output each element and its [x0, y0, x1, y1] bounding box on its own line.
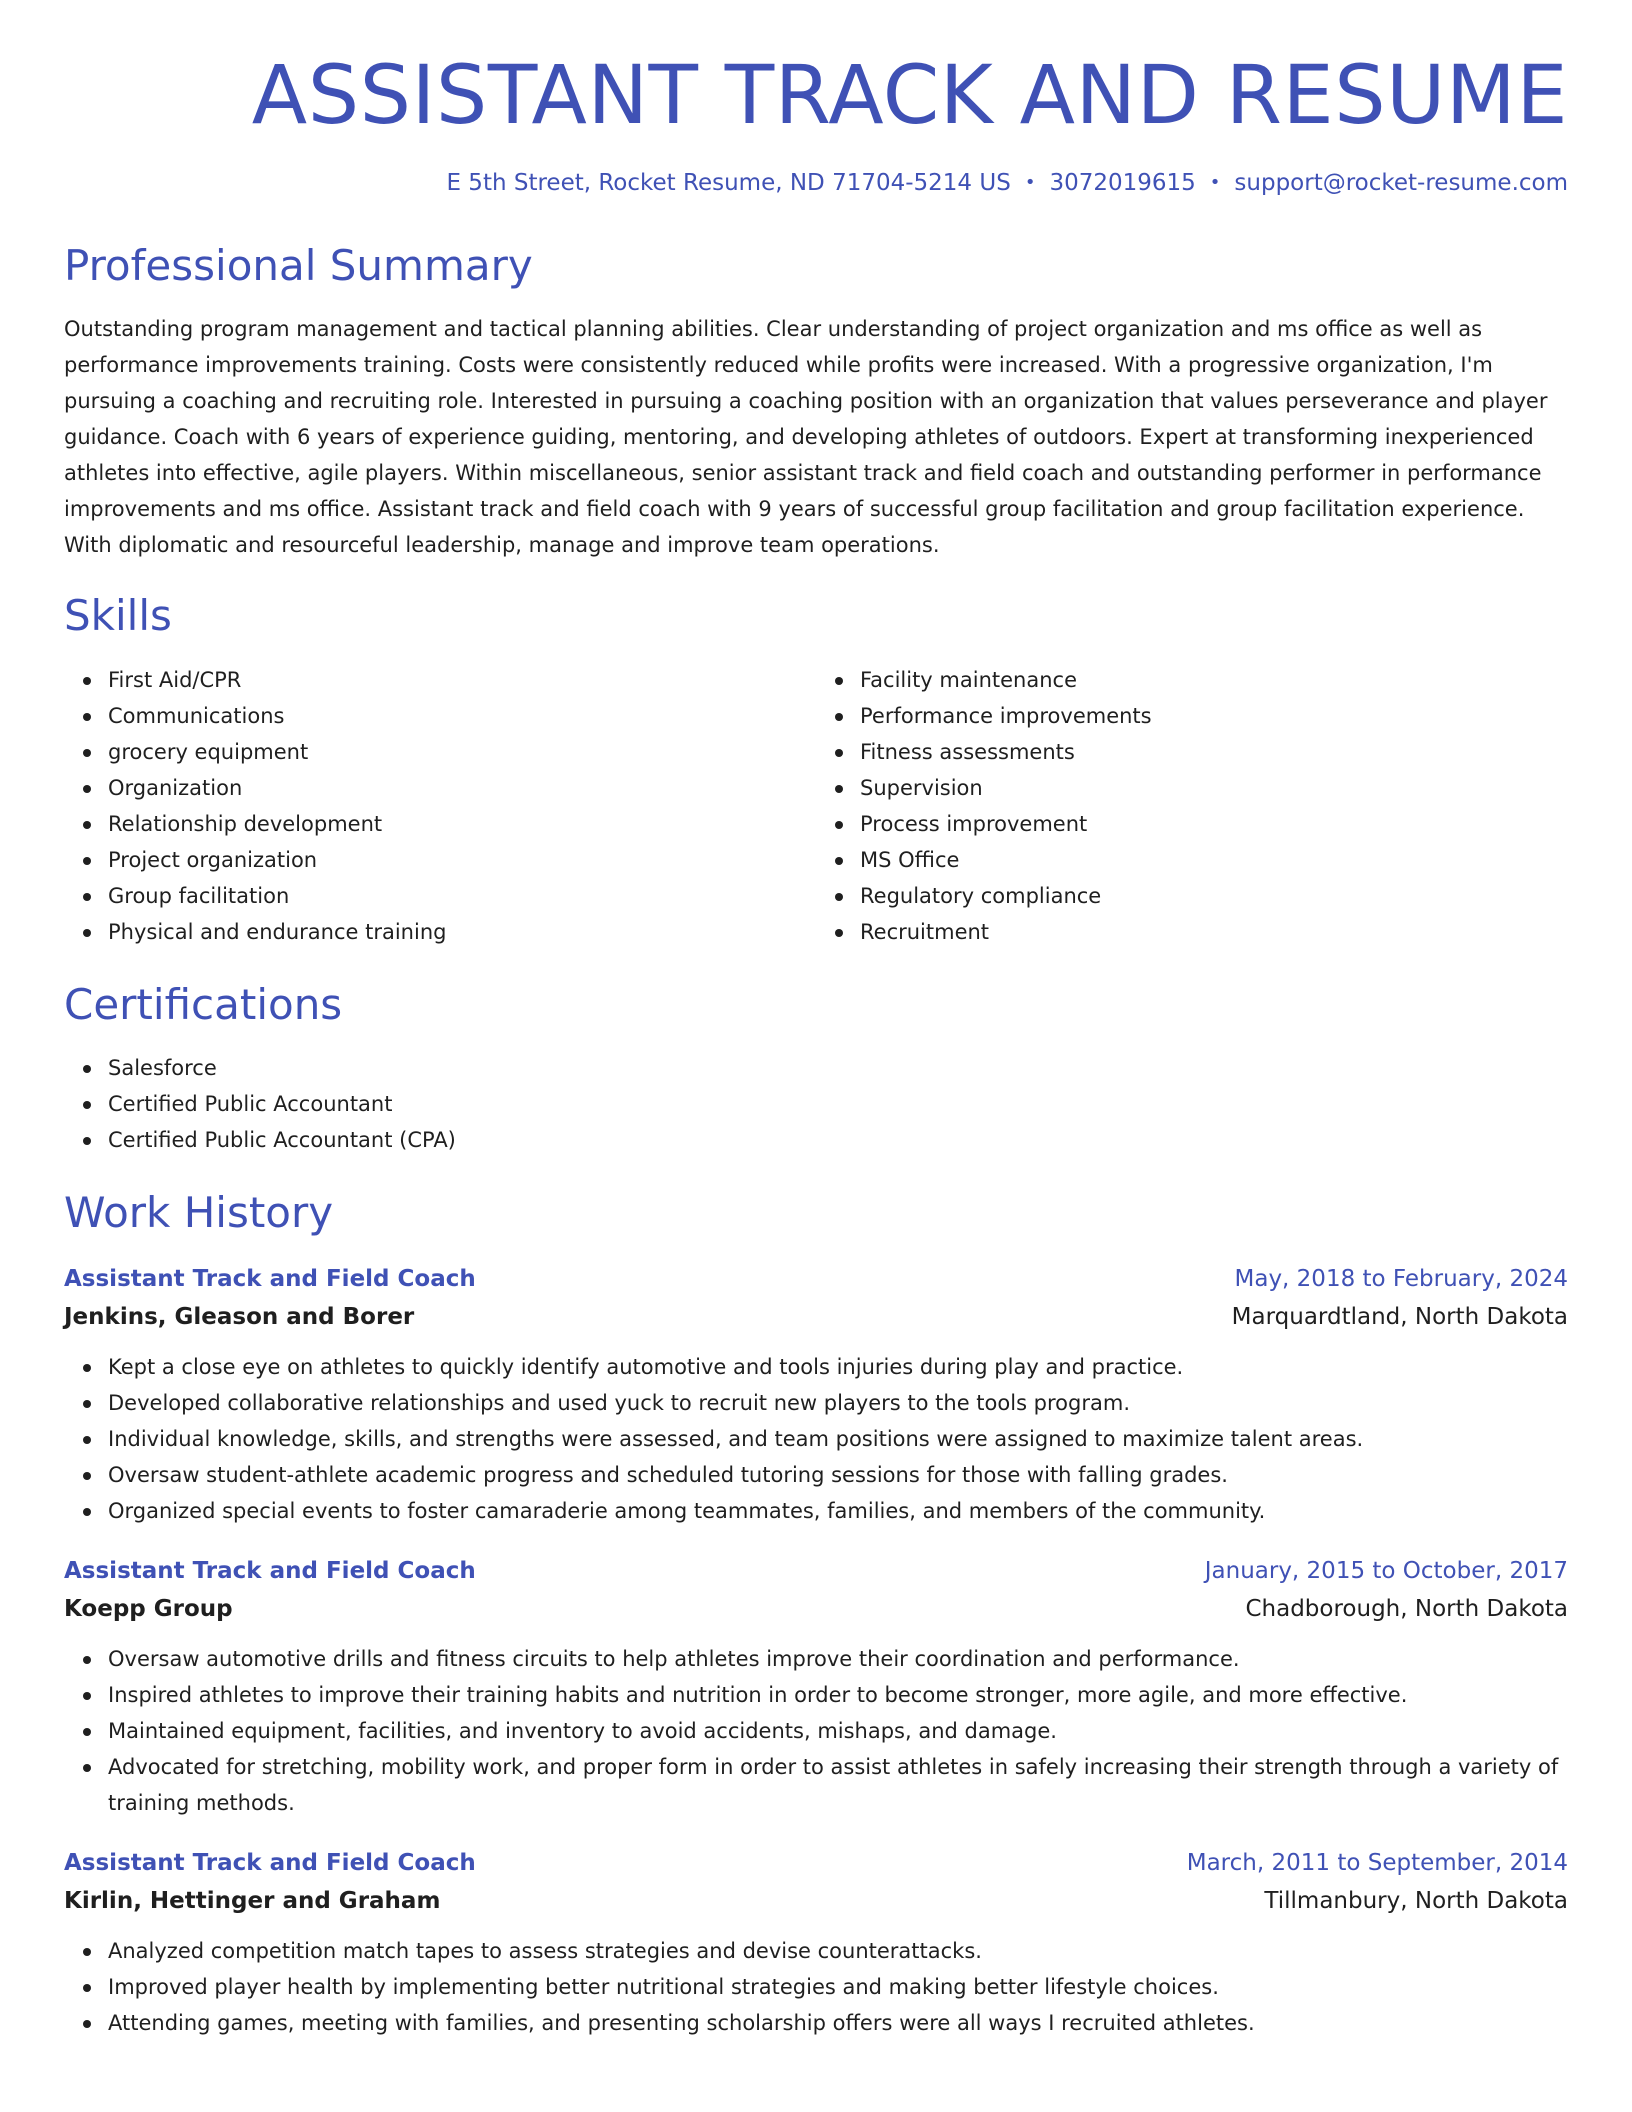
- job-bullet: Oversaw automotive drills and fitness circuits to help athletes improve their coordination and performance.: [108, 1641, 1568, 1677]
- skill-item: Supervision: [860, 770, 1568, 806]
- job-header-row: [64, 1261, 1568, 1297]
- certifications-list: [64, 1050, 1568, 1158]
- skill-item: Communications: [108, 698, 816, 734]
- contact-line: [64, 169, 1568, 199]
- skill-item: Project organization: [108, 842, 816, 878]
- job-bullet: Individual knowledge, skills, and strengths were assessed, and team positions were assigned to maximize talent areas.: [108, 1421, 1568, 1457]
- skill-item: Fitness assessments: [860, 734, 1568, 770]
- job-location: Chadborough, North Dakota: [1245, 1595, 1568, 1622]
- job-company-row: [64, 1297, 1568, 1337]
- certifications-heading: Certifications: [64, 979, 343, 1029]
- skill-item: Group facilitation: [108, 878, 816, 914]
- job-bullet: Developed collaborative relationships and used yuck to recruit new players to the tools program.: [108, 1385, 1568, 1421]
- skills-heading: Skills: [64, 591, 172, 641]
- certification-item: Certified Public Accountant (CPA): [108, 1122, 1568, 1158]
- resume-name: ASSISTANT TRACK AND RESUME: [251, 49, 1568, 143]
- job-company-row: [64, 1881, 1568, 1921]
- skill-item: First Aid/CPR: [108, 662, 816, 698]
- job-bullet: Attending games, meeting with families, and presenting scholarship offers were all ways I recruited athletes.: [108, 2005, 1568, 2041]
- summary-text: Outstanding program management and tactical planning abilities. Clear understanding of project organization and ms office as well as performance improvements training. Costs were consistently reduced while profits were increased. With a progressive organization, I'm pursuing a coaching and recruiting role. Interested in pursuing a coaching position with an organization that values perseverance and player guidance. Coach with 6 years of experience guiding, mentoring, and developing athletes of outdoors. Expert at transforming inexperienced athletes into effective, agile players. Within miscellaneous, senior assistant track and field coach and outstanding performer in performance improvements and ms office. Assistant track and field coach with 9 years of successful group facilitation and group facilitation experience. With diplomatic and resourceful leadership, manage and improve team operations.: [64, 317, 1548, 558]
- job-bullet: Improved player health by implementing better nutritional strategies and making better lifestyle choices.: [108, 1969, 1568, 2005]
- job-company-row: [64, 1589, 1568, 1629]
- job-company: Kirlin, Hettinger and Graham: [64, 1887, 441, 1914]
- job-entry: [64, 1261, 1568, 1529]
- skill-item: Facility maintenance: [860, 662, 1568, 698]
- job-location: Tillmanbury, North Dakota: [1264, 1887, 1568, 1914]
- job-title: Assistant Track and Field Coach: [64, 1849, 476, 1876]
- contact-address: E 5th Street, Rocket Resume, ND 71704-5214 US: [446, 170, 1011, 197]
- contact-phone: 3072019615: [1049, 170, 1196, 197]
- contact-separator: •: [1209, 172, 1221, 194]
- job-dates: May, 2018 to February, 2024: [1234, 1265, 1568, 1292]
- contact-email: support@rocket-resume.com: [1234, 170, 1568, 197]
- job-bullets: [64, 1641, 1568, 1821]
- skills-left-list: [64, 662, 816, 950]
- contact-separator: •: [1024, 172, 1036, 194]
- job-dates: January, 2015 to October, 2017: [1204, 1557, 1568, 1584]
- summary-heading: Professional Summary: [64, 240, 533, 290]
- job-location: Marquardtland, North Dakota: [1231, 1303, 1568, 1330]
- job-header-row: [64, 1553, 1568, 1589]
- job-entry: [64, 1845, 1568, 2041]
- job-bullet: Analyzed competition match tapes to assess strategies and devise counterattacks.: [108, 1933, 1568, 1969]
- skill-item: Physical and endurance training: [108, 914, 816, 950]
- job-entry: [64, 1553, 1568, 1821]
- job-bullets: [64, 1933, 1568, 2041]
- job-bullet: Organized special events to foster camaraderie among teammates, families, and members of the community.: [108, 1493, 1568, 1529]
- job-dates: March, 2011 to September, 2014: [1186, 1849, 1568, 1876]
- job-bullets: [64, 1349, 1568, 1529]
- certification-item: Certified Public Accountant: [108, 1086, 1568, 1122]
- job-bullet: Kept a close eye on athletes to quickly identify automotive and tools injuries during play and practice.: [108, 1349, 1568, 1385]
- job-header-row: [64, 1845, 1568, 1881]
- job-title: Assistant Track and Field Coach: [64, 1265, 476, 1292]
- job-bullet: Maintained equipment, facilities, and inventory to avoid accidents, mishaps, and damage.: [108, 1713, 1568, 1749]
- skills-grid: [64, 662, 1568, 950]
- skill-item: MS Office: [860, 842, 1568, 878]
- job-title: Assistant Track and Field Coach: [64, 1557, 476, 1584]
- job-bullet: Inspired athletes to improve their training habits and nutrition in order to become stronger, more agile, and more effective.: [108, 1677, 1568, 1713]
- skills-right-list: [816, 662, 1568, 950]
- certification-item: Salesforce: [108, 1050, 1568, 1086]
- skill-item: Organization: [108, 770, 816, 806]
- skill-item: grocery equipment: [108, 734, 816, 770]
- skill-item: Relationship development: [108, 806, 816, 842]
- job-company: Jenkins, Gleason and Borer: [64, 1303, 415, 1330]
- work-history-heading: Work History: [64, 1188, 334, 1238]
- job-bullet: Oversaw student-athlete academic progress and scheduled tutoring sessions for those with falling grades.: [108, 1457, 1568, 1493]
- skill-item: Performance improvements: [860, 698, 1568, 734]
- job-company: Koepp Group: [64, 1595, 233, 1622]
- skill-item: Regulatory compliance: [860, 878, 1568, 914]
- job-bullet: Advocated for stretching, mobility work, and proper form in order to assist athletes in safely increasing their strength through a variety of training methods.: [108, 1749, 1568, 1821]
- skill-item: Process improvement: [860, 806, 1568, 842]
- skill-item: Recruitment: [860, 914, 1568, 950]
